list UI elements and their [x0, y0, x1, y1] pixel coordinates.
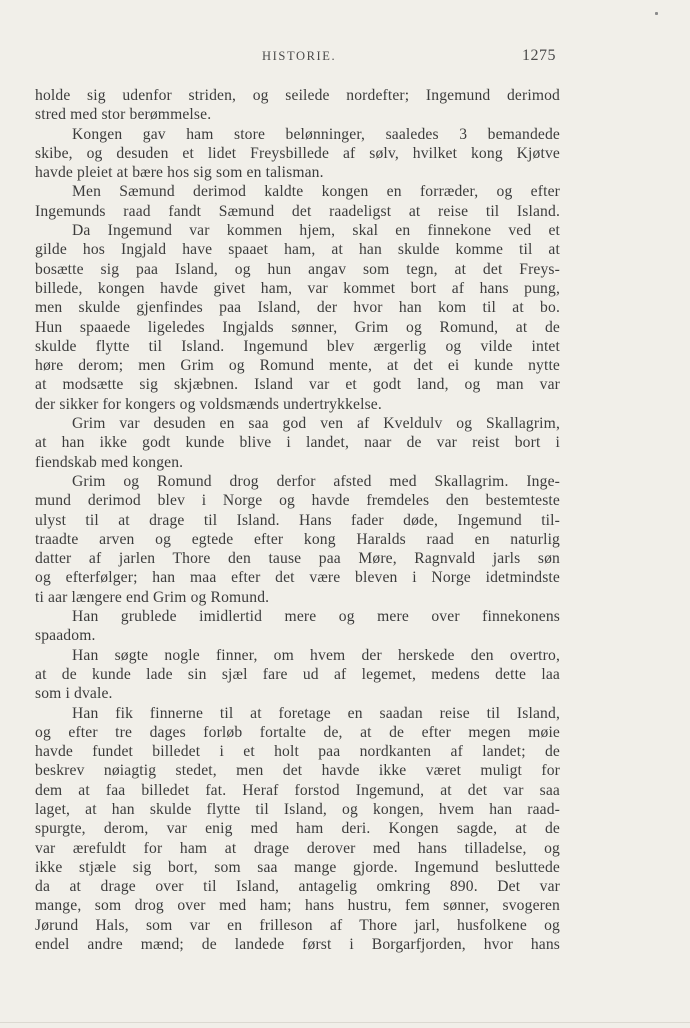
text-line: som i dvale. — [35, 685, 113, 703]
text-line: var ærefuldt for ham at drage derover med hans tilladelse, og — [35, 839, 560, 857]
text-line: Grim og Romund drog derfor afsted med Skallagrim. Inge- — [72, 472, 560, 490]
text-line: skulde flytte til Island. Ingemund blev ærgerlig og vilde intet — [35, 337, 560, 355]
text-line: da at drage over til Island, antagelig omkring 890. Det var — [35, 878, 560, 896]
text-line: laget, at han skulde flytte til Island, og kongen, hvem han raad- — [35, 800, 560, 818]
text-line: der sikker for kongers og voldsmænds undertrykkelse. — [35, 395, 382, 413]
text-line: Men Sæmund derimod kaldte kongen en forræder, og efter — [72, 183, 560, 201]
text-line: traadte arven og egtede efter kong Haralds raad en naturlig — [35, 530, 560, 548]
page-header — [0, 47, 690, 67]
text-line: Grim var desuden en saa god ven af Kveldulv og Skallagrim, — [72, 415, 560, 433]
text-line: skibe, og desuden et lidet Freysbillede af sølv, hvilket kong Kjøtve — [35, 144, 560, 162]
text-line: ulyst til at drage til Island. Hans fader døde, Ingemund til- — [35, 511, 560, 529]
text-line: dem at faa billedet fat. Heraf forstod Ingemund, at det var saa — [35, 781, 560, 799]
text-line: stred med stor berømmelse. — [35, 106, 212, 124]
text-line: Han fik finnerne til at foretage en saadan reise til Island, — [72, 704, 560, 722]
text-line: spurgte, derom, var enig med ham deri. Kongen sagde, at de — [35, 820, 560, 838]
text-line: mund derimod blev i Norge og havde fremdeles den bestemteste — [35, 492, 560, 510]
text-line: ikke stjæle sig bort, som saa mange gjorde. Ingemund besluttede — [35, 858, 560, 876]
text-line: endel andre mænd; de landede først i Borgarfjorden, hvor hans — [35, 936, 560, 954]
text-line: Da Ingemund var kommen hjem, skal en finnekone ved et — [72, 222, 560, 240]
text-line: høre derom; men Grim og Romund mente, at det ei kunde nytte — [35, 357, 560, 375]
page-number: 1275 — [522, 47, 556, 64]
text-line: Jørund Hals, som var en frilleson af Thore jarl, husfolkene og — [35, 916, 560, 934]
text-line: datter af jarlen Thore den tause paa Møre, Ragnvald jarls søn — [35, 550, 560, 568]
text-line: beskrev nøiagtig stedet, men det havde ikke været muligt for — [35, 762, 560, 780]
text-line: billede, kongen havde givet ham, var kommet bort af hans pung, — [35, 279, 560, 297]
text-line: og efter tre dages forløb fortalte de, at de efter megen møie — [35, 723, 560, 741]
text-line: Han grublede imidlertid mere og mere over finnekonens — [72, 608, 560, 626]
text-line: mange, som drog over med ham; hans hustru, fem sønner, svogeren — [35, 897, 560, 915]
text-line: Ingemunds raad fandt Sæmund det raadeligst at reise til Island. — [35, 202, 560, 220]
text-line: holde sig udenfor striden, og seilede nordefter; Ingemund derimod — [35, 87, 560, 104]
text-line: havde fundet billedet i et holt paa nordkanten af landet; de — [35, 743, 560, 761]
text-line: Hun spaaede ligeledes Ingjalds sønner, Grim og Romund, at de — [35, 318, 560, 336]
page-edge — [0, 1022, 690, 1023]
text-line: bosætte sig paa Island, og hun angav som tegn, at det Freys- — [35, 260, 560, 278]
text-line: spaadom. — [35, 627, 96, 645]
corner-mark — [655, 12, 658, 15]
text-line: havde pleiet at bære hos sig som en talisman. — [35, 164, 324, 182]
text-line: Kongen gav ham store belønninger, saaledes 3 bemandede — [72, 125, 560, 143]
running-head: HISTORIE. — [262, 49, 337, 63]
text-line: og efterfølger; han maa efter det være bleven i Norge idetmindste — [35, 569, 560, 587]
text-line: at modsætte sig skjæbnen. Island var et godt land, og man var — [35, 376, 560, 394]
text-line: men skulde gjenfindes paa Island, der hvor han kom til at bo. — [35, 299, 560, 317]
text-line: fiendskab med kongen. — [35, 453, 184, 471]
text-line: Han søgte nogle finner, om hvem der herskede den overtro, — [72, 646, 560, 664]
body-text — [35, 86, 560, 954]
text-line: gilde hos Ingjald have spaaet ham, at han skulde komme til at — [35, 241, 560, 259]
text-line: ti aar længere end Grim og Romund. — [35, 588, 270, 606]
text-line: at han ikke godt kunde blive i landet, naar de var reist bort i — [35, 434, 560, 452]
text-line: at de kunde lade sin sjæl fare ud af legemet, medens dette laa — [35, 665, 560, 683]
